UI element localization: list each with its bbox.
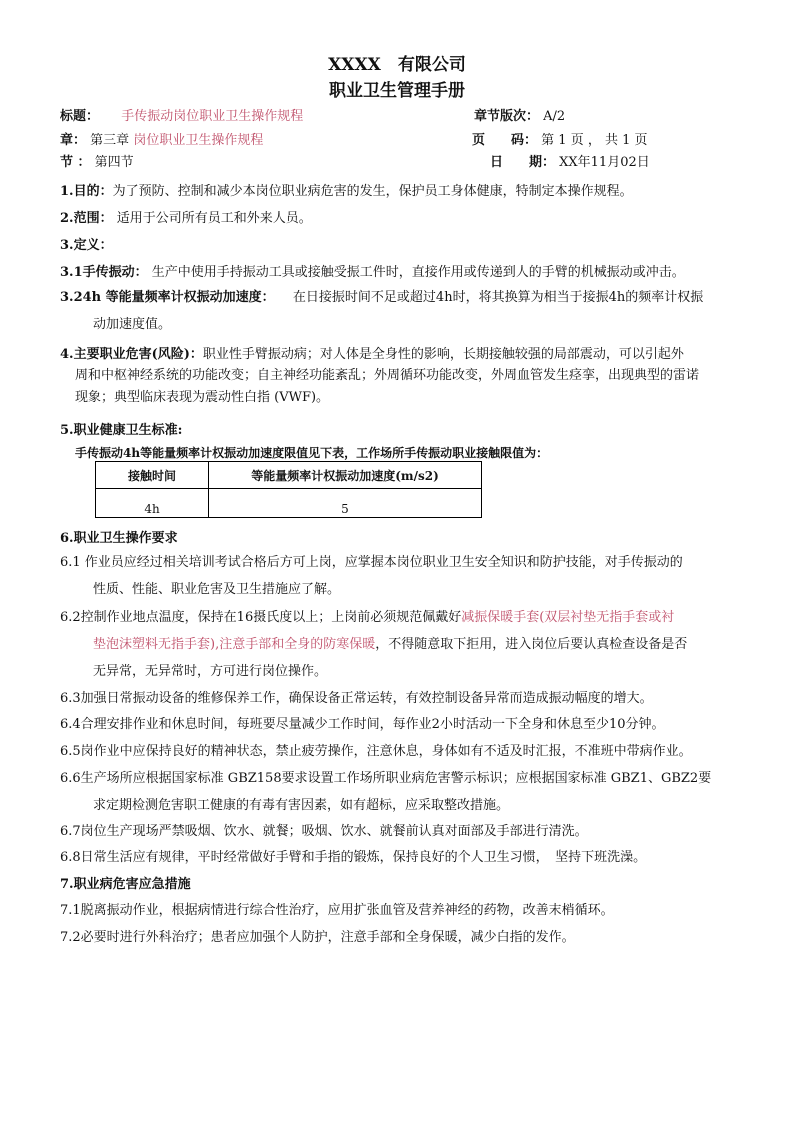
section-3-2 [60, 286, 703, 305]
table-cell: 5 [209, 489, 482, 518]
section-4-cont-2: 现象；典型临床表现为震动性白指 (VWF)。 [75, 390, 330, 405]
section-1-text: 为了预防、控制和减少本岗位职业病危害的发生，保护员工身体健康，特制定本操作规程。 [112, 184, 633, 199]
section-1-heading: 1.目的： [60, 184, 113, 199]
section-6-3: 6.3加强日常振动设备的维修保养工作，确保设备正常运转，有效控制设备异常而造成振动幅度的增大。 [60, 691, 653, 706]
section-6-4: 6.4合理安排作业和休息时间，每班要尽量减少工作时间，每作业2小时活动一下全身和休息至少10分钟。 [60, 717, 665, 732]
section-6-2-highlight-cont: 垫泡沫塑料无指手套),注意手部和全身的防寒保暖 [93, 637, 376, 652]
section-2-heading: 2.范围： [60, 211, 113, 226]
section-6-2-highlight: 减振保暖手套(双层衬垫无指手套或衬 [461, 610, 675, 625]
page-value: 第 1 页 ， 共 1 页 [541, 133, 648, 148]
section-7-heading: 7.职业病危害应急措施 [60, 877, 191, 892]
section-3-heading: 3.定义： [60, 238, 113, 253]
page-field [472, 129, 648, 148]
table-cell: 4h [96, 489, 209, 518]
section-4-text: 职业性手臂振动病；对人体是全身性的影响，长期接触较强的局部震动，可以引起外 [202, 347, 684, 362]
table-header-row [96, 462, 482, 489]
section-3-2-text: 在日接振时间不足或超过4h时，将其换算为相当于接振4h的频率计权振 [292, 290, 704, 305]
section-6-2-cont-2: 无异常，无异常时，方可进行岗位操作。 [93, 664, 328, 679]
section-6-2-cont [93, 633, 687, 652]
version-value: A/2 [543, 109, 566, 124]
section-6-5: 6.5岗作业中应保持良好的精神状态，禁止疲劳操作，注意休息，身体如有不适及时汇报，不准班中带病作业。 [60, 744, 692, 759]
limit-table [95, 461, 482, 518]
section-3-2-cont: 动加速度值。 [93, 317, 172, 332]
section-5-subheading: 手传振动4h等能量频率计权振动加速度限值见下表，工作场所手传振动职业接触限值为： [75, 446, 549, 460]
section-7-1: 7.1脱离振动作业，根据病情进行综合性治疗，应用扩张血管及营养神经的药物，改善末梢循环。 [60, 903, 614, 918]
version-label: 章节版次： [474, 109, 540, 124]
section-6-1: 6.1 作业员应经过相关培训考试合格后方可上岗，应掌握本岗位职业卫生安全知识和防护技能，对手传振动的 [60, 555, 683, 570]
section-field [60, 151, 134, 170]
section-6-6-cont: 求定期检测危害职工健康的有毒有害因素，如有超标，应采取整改措施。 [93, 798, 510, 813]
chapter-field [60, 129, 263, 148]
section-3-1-heading: 3.1手传振动： [60, 265, 148, 280]
section-2 [60, 207, 312, 226]
table-header-cell: 等能量频率计权振动加速度(m/s2) [209, 462, 482, 489]
section-6-2 [60, 606, 674, 625]
title-label: 标题： [60, 109, 100, 124]
section-6-1-cont: 性质、性能、职业危害及卫生措施应了解。 [93, 582, 341, 597]
date-value: XX年11月02日 [559, 155, 650, 170]
version-field [474, 105, 565, 124]
company-name: XXXX 有限公司 [328, 55, 466, 75]
section-7-2: 7.2必要时进行外科治疗；患者应加强个人防护，注意手部和全身保暖，减少白指的发作。 [60, 930, 575, 945]
chapter-prefix: 第三章 [90, 133, 130, 148]
section-5-heading: 5.职业健康卫生标准: [60, 423, 183, 438]
section-6-2-text-cont: ，不得随意取下拒用，进入岗位后要认真检查设备是否 [375, 637, 688, 652]
page-label: 页 码： [472, 133, 538, 148]
section-4 [60, 343, 684, 362]
chapter-value: 岗位职业卫生操作规程 [133, 133, 264, 148]
section-6-8: 6.8日常生活应有规律，平时经常做好手臂和手指的锻炼，保持良好的个人卫生习惯， 坚持下班洗澡。 [60, 850, 647, 865]
section-6-heading: 6.职业卫生操作要求 [60, 531, 178, 546]
section-value: 第四节 [94, 155, 134, 170]
table-header-cell: 接触时间 [96, 462, 209, 489]
section-3-1 [60, 261, 685, 280]
section-6-7: 6.7岗位生产现场严禁吸烟、饮水、就餐；吸烟、饮水、就餐前认真对面部及手部进行清洗。 [60, 824, 588, 839]
section-label: 节 ： [60, 155, 91, 170]
date-label: 日 期： [490, 155, 556, 170]
section-6-2-text: 6.2控制作业地点温度，保持在16摄氏度以上；上岗前必须规范佩戴好 [60, 610, 462, 625]
manual-title: 职业卫生管理手册 [329, 81, 465, 101]
date-field [490, 151, 650, 170]
title-value: 手传振动岗位职业卫生操作规程 [121, 109, 304, 124]
section-3-2-heading: 3.24h 等能量频率计权振动加速度： [60, 290, 275, 305]
section-4-heading: 4.主要职业危害(风险)： [60, 347, 203, 362]
section-1 [60, 180, 633, 199]
title-field [60, 105, 303, 124]
section-2-text: 适用于公司所有员工和外来人员。 [116, 211, 312, 226]
chapter-label: 章： [60, 133, 87, 148]
section-4-cont-1: 周和中枢神经系统的功能改变；自主神经功能紊乱；外周循环功能改变，外周血管发生痉挛，出现典型的雷诺 [75, 368, 700, 383]
section-3-1-text: 生产中使用手持振动工具或接触受振工件时，直接作用或传递到人的手臂的机械振动或冲击。 [151, 265, 685, 280]
section-6-6: 6.6生产场所应根据国家标准 GBZ158要求设置工作场所职业病危害警示标识；应根据国家标准 GBZ1、GBZ2要 [60, 771, 712, 786]
table-row [96, 489, 482, 518]
